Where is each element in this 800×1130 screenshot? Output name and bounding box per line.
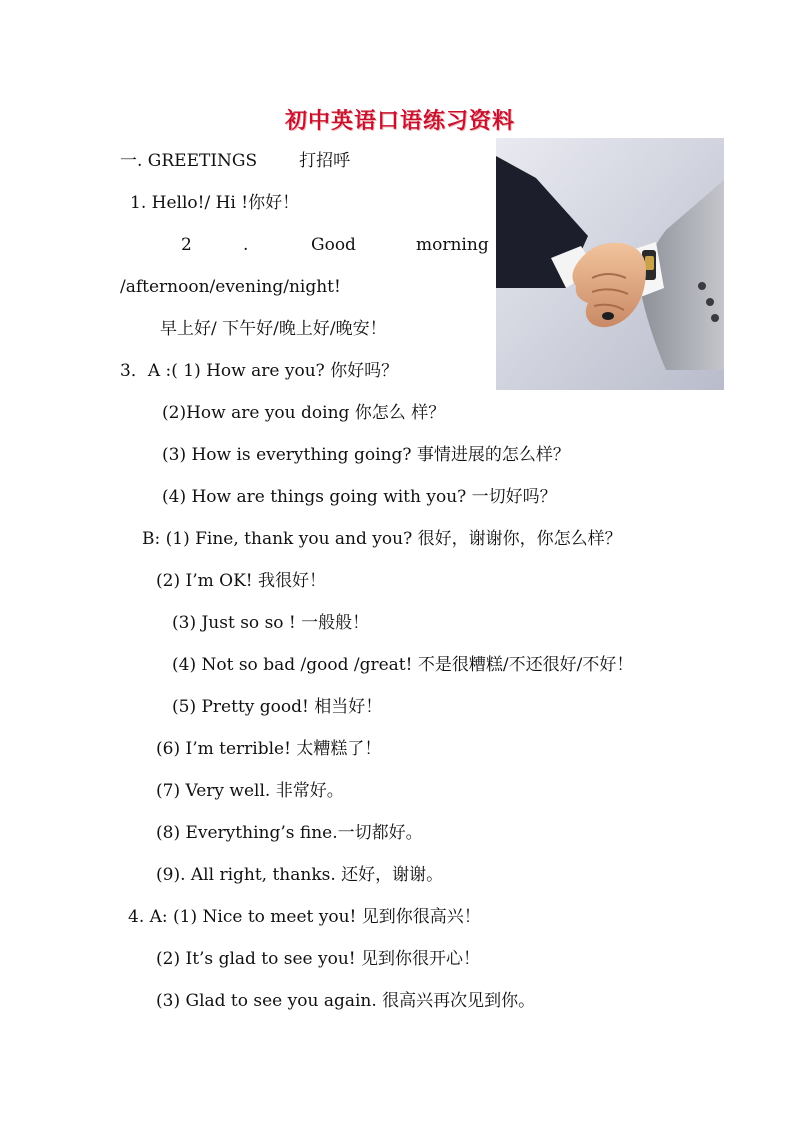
phrase-line-3c: (3) How is everything going? 事情进展的怎么样？: [162, 445, 570, 465]
phrase-line-3b: (2)How are you doing 你怎么 样？: [162, 403, 446, 423]
phrase-line-2-translation: 早上好/ 下午好/晚上好/晚安！: [160, 319, 387, 339]
phrase-line-4b: (2) It’s glad to see you! 见到你很开心！: [156, 949, 481, 969]
handshake-photo: [496, 138, 724, 390]
section-label-zh: 打招呼: [299, 151, 351, 171]
answer-line-8: (8) Everything’s fine.一切都好。: [156, 823, 423, 843]
answer-line-7: (7) Very well. 非常好。: [156, 781, 344, 801]
phrase-line-2-continued: /afternoon/evening/night!: [120, 277, 341, 297]
phrase-line-3a: 3．A :( 1) How are you? 你好吗？: [120, 361, 399, 381]
page-title: 初中英语口语练习资料: [284, 108, 515, 134]
answer-line-6: (6) I’m terrible! 太糟糕了！: [156, 739, 382, 759]
section-label: 一. GREETINGS: [120, 151, 258, 171]
answer-line-4: (4) Not so bad /good /great! 不是很糟糕/不还很好/不好！: [172, 655, 634, 675]
section-heading-greetings: [120, 149, 350, 173]
phrase-line-3d: (4) How are things going with you? 一切好吗？: [162, 487, 557, 507]
phrase-line-4a: 4. A: (1) Nice to meet you! 见到你很高兴！: [128, 907, 481, 927]
answer-line-9: (9). All right, thanks. 还好，谢谢。: [156, 865, 444, 885]
phrase-line-2-dot: .: [243, 235, 249, 255]
phrase-line-2-number: 2: [181, 235, 192, 255]
phrase-line-4c: (3) Glad to see you again. 很高兴再次见到你。: [156, 991, 536, 1011]
phrase-line-2-good: Good: [311, 235, 356, 255]
answer-line-5: (5) Pretty good! 相当好！: [172, 697, 383, 717]
phrase-line-1: 1. Hello!/ Hi !你好！: [130, 193, 300, 213]
answer-line-1: B: (1) Fine, thank you and you? 很好，谢谢你，你怎么样？: [142, 529, 622, 549]
answer-line-3: (3) Just so so ! 一般般！: [172, 613, 370, 633]
answer-line-2: (2) I’m OK! 我很好！: [156, 571, 326, 591]
phrase-line-2-morning: morning: [416, 235, 489, 255]
handshake-illustration: [496, 138, 724, 390]
